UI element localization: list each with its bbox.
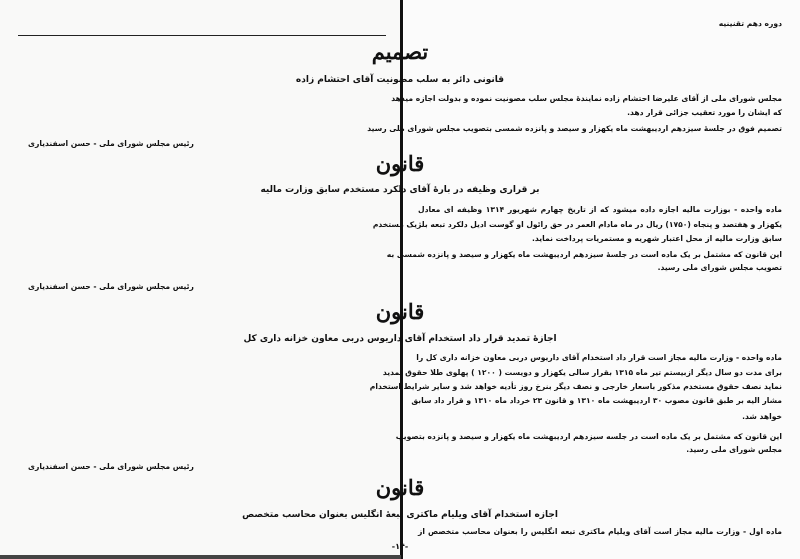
body-line: تصمیم فوق در جلسهٔ سیزدهم اردیبهشت ماه یکهزار و سیصد و پانزده شمسی بتصویب مجلس شورای ملی رسید [367,124,782,133]
section-title: قانون [375,475,425,500]
body-line: برای مدت دو سال دیگر ازبیستم تیر ماه ۱۳۱۵ بقرار سالی یکهزار و دویست ( ۱۲۰۰ ) پهلوی طلا حقوق تمدید [382,368,782,377]
body-line: نماید نصف حقوق مستخدم مذکور باسعار خارجی و نصف دیگر بنرخ روز تأدیه خواهد شد و سایر شرایط استخدام [369,382,782,391]
body-line: سابق وزارت مالیه از محل اعتبار شهریه و مستمریات پرداخت نماید. [532,234,782,243]
section-title: قانون [375,151,425,176]
body-line: مجلس شورای ملی رسید. [686,445,782,454]
body-line: ماده واحده - وزارت مالیه مجاز است قرار داد استخدام آقای داریوس دربی معاون خزانه داری کل را [416,353,782,362]
body-line: این قانون که مشتمل بر یک ماده است در جلسه سیزدهم اردیبهشت ماه یکهزار و سیصد و پانزده بتصویب [395,432,782,441]
signature: رئیس مجلس شورای ملی - حسن اسفندیاری [28,462,194,471]
header-rule [18,35,386,36]
page-bottom-edge [0,555,401,559]
body-line: مجلس شورای ملی از آقای علیرضا احتشام زاده نمایندهٔ مجلس سلب مصونیت نموده و بدولت اجازه میدهد [391,94,782,103]
section-subtitle: اجازهٔ تمدید قرار داد استخدام آقای داریوس دربی معاون خزانه داری کل [243,334,557,344]
running-header: دوره دهم تقنینیه [718,19,782,28]
section-subtitle: قانونی دائر به سلب مصونیت آقای احتشام زاده [295,75,505,85]
body-line: که ایشان را مورد تعقیب جزائی قرار دهد. [627,108,782,117]
section-title: تصمیم [371,39,429,64]
page-number: -۱۴- [391,542,409,551]
body-line: مشار الیه بر طبق قانون مصوب ۳۰ اردیبهشت ماه ۱۳۱۰ و قانون ۲۳ خرداد ماه ۱۳۱۰ و قرار داد سابق [411,396,782,405]
body-line: یکهزار و هفتصد و پنجاه (۱۷۵۰) ریال در ماه مادام العمر در حق رائول او گوست ادیل دلکرد تبعه بلژیک مستخدم [372,220,782,229]
body-line: ماده اول - وزارت مالیه مجاز است آقای ویلیام ماکتری تبعه انگلیس را بعنوان محاسب متخصص از [418,527,782,536]
section-subtitle: بر قراری وظیفه در بارهٔ آقای دلکرد مستخدم سابق وزارت مالیه [260,185,540,195]
body-line: این قانون که مشتمل بر یک ماده است در جلسهٔ سیزدهم اردیبهشت ماه یکهزار و سیصد و پانزده شمسی به [386,250,782,259]
section-title: قانون [375,299,425,324]
section-subtitle: اجازه استخدام آقای ویلیام ماکتری تبعهٔ انگلیس بعنوان محاسب متخصص [242,510,558,520]
body-line: تصویب مجلس شورای ملی رسید. [657,263,782,272]
body-line: خواهد شد. [742,412,782,421]
signature: رئیس مجلس شورای ملی - حسن اسفندیاری [28,282,194,291]
signature: رئیس مجلس شورای ملی - حسن اسفندیاری [28,139,194,148]
body-line: ماده واحده - بوزارت مالیه اجازه داده میشود که از تاریخ چهارم شهریور ۱۳۱۴ وظیفه ای معادل [418,205,782,214]
